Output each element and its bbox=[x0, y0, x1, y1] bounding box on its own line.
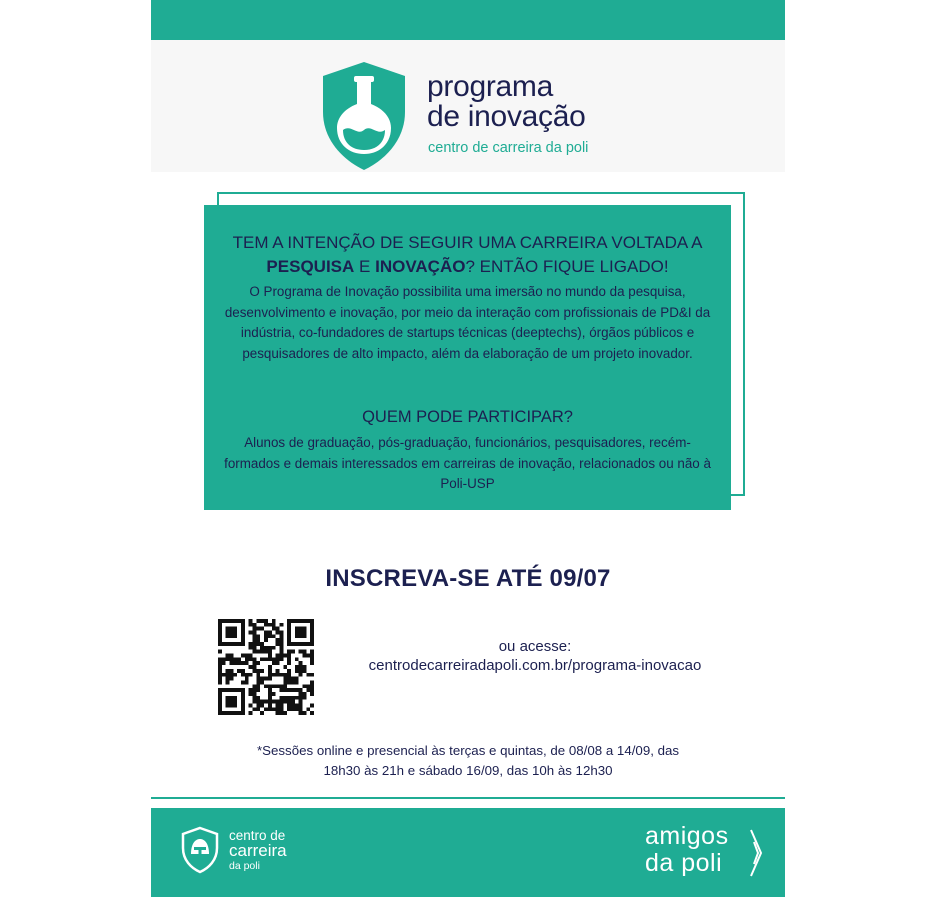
brand-title-line1: programa bbox=[427, 70, 553, 103]
chevron-right-icon bbox=[749, 828, 763, 878]
flask-shield-icon bbox=[319, 60, 409, 172]
footer-divider bbox=[151, 797, 785, 799]
qr-code[interactable] bbox=[218, 619, 314, 715]
amigos-logo-line2: da poli bbox=[645, 849, 723, 877]
headline-end: ? ENTÃO FIQUE LIGADO! bbox=[465, 257, 669, 276]
headline-line1: TEM A INTENÇÃO DE SEGUIR UMA CARREIRA VOLTADA A bbox=[232, 233, 703, 252]
program-description: O Programa de Inovação possibilita uma imersão no mundo da pesquisa, desenvolvimento e inovação, por meio da interação com profissionais de PD&I da indústria, co-fundadores de startups técnicas (deeptechs), órgãos públicos e pesquisadores de alto impacto, além da elaboração de um projeto inovador. bbox=[224, 284, 711, 361]
who-title: QUEM PODE PARTICIPAR? bbox=[362, 408, 573, 426]
schedule-note-line2: 18h30 às 21h e sábado 16/09, das 10h às 12h30 bbox=[323, 763, 613, 778]
cc-logo-line2: carreira bbox=[229, 841, 287, 860]
who-description: Alunos de graduação, pós-graduação, funcionários, pesquisadores, recém-formados e demais interessados em carreiras de inovação, relacionados ou não à Poli-USP bbox=[224, 435, 711, 492]
cc-logo-line3: da poli bbox=[229, 860, 260, 872]
or-access-label: ou acesse: bbox=[498, 638, 572, 655]
headline-connector: E bbox=[359, 257, 371, 276]
amigos-logo-line1: amigos bbox=[645, 822, 729, 850]
headline-keyword-research: PESQUISA bbox=[266, 257, 355, 276]
info-box bbox=[204, 205, 731, 510]
brand-subtitle: centro de carreira da poli bbox=[428, 140, 589, 156]
brand-title-line2: de inovação bbox=[427, 100, 586, 133]
poster bbox=[151, 0, 785, 897]
cc-logo-line1: centro de bbox=[229, 828, 286, 843]
footer bbox=[151, 808, 785, 897]
program-url-link[interactable]: centrodecarreiradapoli.com.br/programa-inovacao bbox=[368, 657, 702, 674]
helmet-shield-icon bbox=[181, 826, 219, 874]
top-band bbox=[151, 0, 785, 40]
headline-keyword-innovation: INOVAÇÃO bbox=[375, 257, 466, 276]
signup-deadline: INSCREVA-SE ATÉ 09/07 bbox=[325, 565, 611, 592]
schedule-note-line1: *Sessões online e presencial às terças e quintas, de 08/08 a 14/09, das bbox=[256, 743, 680, 758]
headline-line2 bbox=[204, 255, 731, 279]
